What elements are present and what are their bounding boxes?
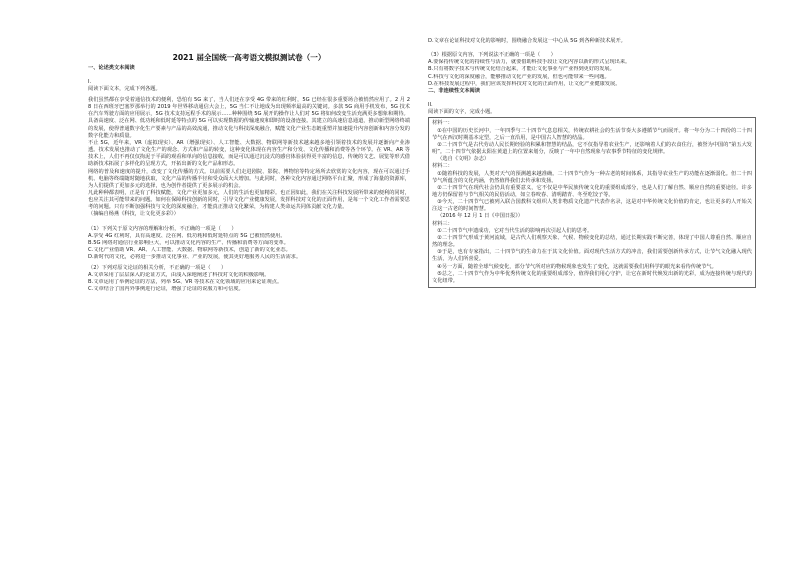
right-column bbox=[428, 38, 756, 288]
question-3 bbox=[428, 52, 756, 88]
passage-paragraph: 网络的普及和速度的提升，改变了文化传播的方式。以前需要人们走进剧院、影院、博物馆等特定场所去欣赏的文化内容，现在可以通过手机、电脑等终端随时随地获取，文化产品的传播半径和受众面大大增加。与此同时，各种文化内容通过网络平台汇聚，形成了海量的资源库，为人们提供了更加多元的选择，也为创作者提供了更多展示的机会。 bbox=[88, 168, 410, 189]
material-paragraph: ④另一方面，随着全球气候变化，部分节气所对应的物候现象也发生了变化，这就需要我们用科学的眼光来看待传统节气。 bbox=[437, 263, 717, 270]
passage-paragraph: 具备高速度、泛在网、低功耗和低时延等特点的 5G 可以实现数据的传输速度和即时的设备连接。其建立的高速信息通道，推动新型网络终端的发展，使得普通数字化生产要素与产品的高效流通，推动文化与科技深度融合，赋能文化产业生态链重塑并加速提升内容创新和内容分发的数字化能力和质量。 bbox=[88, 118, 410, 139]
question-stem: （1）下列关于原文内容的理解和分析，不正确的一项是（ ） bbox=[88, 225, 237, 232]
material-paragraph: ①二十四节气申遗成功，它对当代生活的影响再次引起人们的思考。 bbox=[437, 227, 593, 234]
option-c[interactable]: C.科技与文化的深度融合，能够推动文化产业的发展，但也可能带来一些问题。 bbox=[428, 73, 610, 80]
option-c[interactable]: C.文化产业借助 VR、AR、人工智能、大数据、物联网等新技术，创造了新的文化业态。 bbox=[88, 247, 291, 254]
passage-paragraph: 凡此种种都表明，正是有了科技赋能，文化产业更加多元，人们的生活也更加精彩。也正因如此，我们在关注科技发展所带来的便利的同时，也应关注其可能带来的问题。如何在保障科技创新的同时，引导文化产业健康发展，发挥科技对文化的正面作用，是每一个文化工作者需要思考的问题。只有不断加强科技与文化的深度融合，才能真正推动文化繁荣，为构建人类命运共同体贡献文化力量。 bbox=[88, 190, 410, 211]
left-column bbox=[88, 36, 410, 294]
option-d[interactable]: D.在科技发展过程中，我们应该发挥科技对文化的正面作用，让文化产业健康发展。 bbox=[428, 80, 621, 87]
material-paragraph: ①在中国的历史长河中，一年四季与二十四节气息息相关，传统农耕社会的生活节奏大多遵循节气而展开。将一年分为二十四份的二十四节气在西汉时期基本定型，之后一直沿用，是中国古人智慧的结晶。 bbox=[432, 127, 752, 141]
option-a[interactable]: A.文章采用了层层深入的论证方式，由浅入深地阐述了科技对文化的积极影响。 bbox=[88, 272, 270, 279]
material-label: 材料三： bbox=[432, 220, 453, 227]
materials-box bbox=[428, 117, 756, 288]
source-note: （摘编自杨燕《科技，让文化更多彩》） bbox=[88, 211, 179, 218]
material-paragraph: ①随着科技的发展，人类对天气的预测越来越准确。二十四节气作为一种古老的时间体系，其指导农业生产的功能在逐渐弱化。但二十四节气所蕴含的文化内涵，仍然值得我们去传承和发扬。 bbox=[432, 170, 752, 184]
instruction-2: 阅读下面的文字，完成小题。 bbox=[428, 109, 496, 116]
material-source: （选自《文明》杂志） bbox=[437, 156, 490, 163]
option-d[interactable]: D.新时代的文化，必将进一步推动文化事业、产业的发展，使其更好地服务人民的生活需求。 bbox=[88, 254, 302, 261]
question-1 bbox=[88, 226, 410, 262]
option-a[interactable]: A.要保持传统文化的持续性与活力，就要借助科技手段让文化内容以新的形式呈现出来。 bbox=[428, 59, 631, 66]
material-paragraph: ②二十四节气在现代社会仍具有重要意义，它不仅是中华民族传统文化的重要组成部分，也是人们了解自然、顺应自然的重要途径。许多地方仍保留着与节气相关的民俗活动，如立春咬春、清明踏青、冬至吃饺子等。 bbox=[432, 184, 752, 198]
material-paragraph: ③今天，二十四节气已被列入联合国教科文组织人类非物质文化遗产代表作名录，这是对中华传统文化价值的肯定，也让更多的人开始关注这一古老的时间智慧。 bbox=[432, 199, 752, 213]
roman-marker-1: I. bbox=[88, 79, 92, 86]
passage bbox=[88, 97, 410, 212]
material-paragraph: ③于是，也有专家指出，二十四节气的生命力在于其文化价值。面对现代生活方式的冲击，我们需要创新传承方式，让节气文化融入现代生活，为人们所喜爱。 bbox=[432, 249, 752, 263]
passage-paragraph: 我们虽然都在享受着通信技术的便利，恐怕有 5G 来了，当人们还在享受 4G 带来的红利时，5G 已经在很多重要场合被悄然应用了。2 月 28 日在西班牙巴塞罗那举行的 2019 年世界移动通信大会上，5G 当仁不让地成为出现频率最高的关键词。多款 5G 商用手机发布，5G 技术在汽车驾驶方面的应用展示，5G 技术支持远程手术的展示……种种围绕 5G 展开的操作让人们对 5G 将如何改变生活充满更多想象和期待。 bbox=[88, 96, 410, 118]
option-b[interactable]: B.只有将数字技术与传统文化结合起来，才能让文化事业与产业得到更好的发展。 bbox=[428, 66, 615, 73]
question-2 bbox=[88, 265, 410, 294]
option-c[interactable]: C.文章结合了国内外事例进行论证，增强了论证的说服力和可信度。 bbox=[88, 286, 244, 293]
option-a[interactable]: A.享受 4G 红利时，具有高速度、泛在网、低功耗和低时延特点的 5G 已被悄然使用。 bbox=[88, 232, 286, 239]
question-stem: （3）根据原文内容，下列说法不正确的一项是（ ） bbox=[428, 52, 556, 59]
material-label: 材料一： bbox=[432, 120, 453, 127]
section-heading-2: 二、非连续性文本阅读 bbox=[428, 87, 480, 94]
material-label: 材料二： bbox=[432, 163, 453, 170]
material-paragraph: ②二十四节气是古代劳动人民长期经验的积累和智慧的结晶，它不仅指导着农业生产，还影响着人们的衣食住行，被誉为中国的“第五大发明”。二十四节气依据太阳在黄道上的位置来划分，反映了一年中自然现象与农事季节特征的变化规律。 bbox=[432, 141, 752, 156]
option-b[interactable]: B.5G 网络对通信行业影响巨大，可以推动文化内容的生产、传播和消费等方面的变革。 bbox=[88, 239, 289, 246]
material-paragraph: ⑤总之，二十四节气作为中华优秀传统文化的重要组成部分，值得我们用心守护，让它在新时代焕发出新的光彩，成为连接传统与现代的文化纽带。 bbox=[432, 270, 752, 284]
question-stem: （2）下列对原文论证的相关分析，不正确的一项是（ ） bbox=[88, 264, 227, 271]
section-heading-1: 一、论述类文本阅读 bbox=[88, 65, 135, 71]
option-b[interactable]: B.文章运用了举例论证的方法，列举 5G、VR 等技术在文化领域的应用来论证观点。 bbox=[88, 279, 283, 286]
instruction-1: 阅读下面文本，完成下列各题。 bbox=[88, 86, 161, 93]
exam-title: 2021 届全国统一高考语文模拟测试卷（一） bbox=[172, 53, 326, 62]
material-source: （2016 年 12 月 1 日《中国日报》） bbox=[437, 213, 523, 220]
material-paragraph: ②二十四节气形成于黄河流域，是古代人们观察天象、气候、物候变化的总结，通过长期实践不断完善，体现了中国人尊重自然、顺应自然的理念。 bbox=[432, 234, 752, 249]
carryover-option[interactable]: D.文章在论证科技对文化的影响时，围绕融合发展这一中心从 5G 到各种新技术展开。 bbox=[428, 38, 626, 44]
roman-marker-2: II. bbox=[428, 102, 433, 109]
passage-paragraph: 不止 5G，近年来，VR（虚拟现实）、AR（增强现实）、人工智能、大数据、物联网等新技术越来越多地引领着技术的发展并逐渐向产业渗透。技术发展也推动了文化生产的观念、方式和产品的转变，这种变化体现在内容生产和分发、文化传播和消费等各个环节。在 VR、AR 等技术上，人们不再仅仅拘泥于平面的观看和单向的信息接收，而是可以通过沉浸式的感官体验获得更丰富的信息，传统的文艺、展览等形式借助新技术拓展了多样化的呈现方式，开拓出新的文化产品和形态。 bbox=[88, 139, 410, 168]
